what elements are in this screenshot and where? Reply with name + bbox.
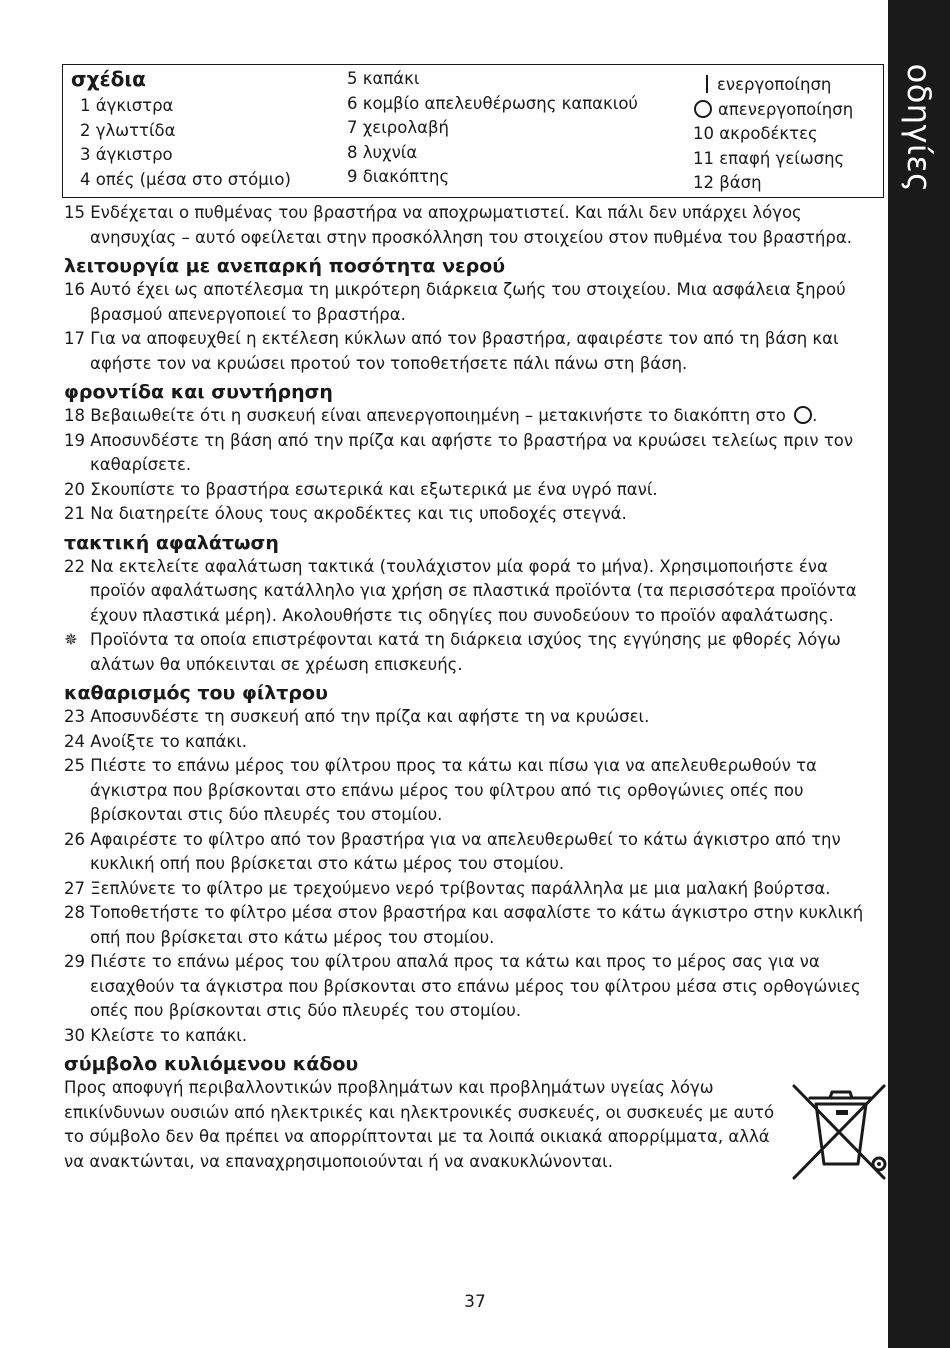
part-item: 11 επαφή γείωσης — [693, 148, 845, 168]
part-item: 12 βάση — [693, 173, 762, 192]
part-item: 2 γλωττίδα — [80, 120, 176, 140]
parts-column-1 — [80, 94, 291, 192]
section-heading-descale: τακτική αφαλάτωση — [64, 531, 279, 554]
section-heading-care: φροντίδα και συντήρηση — [64, 381, 333, 403]
part-item: 1 άγκιστρα — [80, 96, 174, 115]
instruction-item: 23 Αποσυνδέστε τη συσκευή από την πρίζα και αφήστε τη να κρυώσει. — [64, 707, 650, 726]
section-heading-bin: σύμβολο κυλιόμενου κάδου — [64, 1053, 359, 1075]
instruction-item: 19 Αποσυνδέστε τη βάση από την πρίζα και αφήστε το βραστήρα να κρυώσει τελείως πριν τον καθαρίσετε. — [64, 430, 854, 474]
instruction-item: 26 Αφαιρέστε το φίλτρο από τον βραστήρα για να απελευθερωθεί το κάτω άγκιστρο από την κυκλική οπή που βρίσκεται στο κάτω μέρος του στομίου. — [64, 829, 841, 873]
on-label: ενεργοποίηση — [717, 75, 832, 94]
instructions-body — [64, 201, 886, 1174]
part-item: 8 λυχνία — [347, 142, 418, 162]
instruction-item-text: 18 Βεβαιωθείτε ότι η συσκευή είναι απενεργοποιημένη – μετακινήστε το διακόπτη στο — [64, 406, 786, 425]
off-label: απενεργοποίηση — [718, 99, 854, 119]
instruction-item: 16 Αυτό έχει ως αποτέλεσμα τη μικρότερη διάρκεια ζωής του στοιχείου. Μια ασφάλεια ξηρού βρασμού απενεργοποιεί το βραστήρα. — [64, 280, 846, 324]
instruction-item-end: . — [812, 406, 818, 425]
section-heading-low-water: λειτουργία με ανεπαρκή ποσότητα νερού — [64, 255, 506, 277]
part-item: 9 διακόπτης — [347, 167, 450, 186]
instruction-item: 30 Κλείστε το καπάκι. — [64, 1025, 248, 1045]
part-item: 10 ακροδέκτες — [693, 124, 818, 143]
instruction-item: 21 Να διατηρείτε όλους τους ακροδέκτες και τις υποδοχές στεγνά. — [64, 504, 627, 523]
page-number: 37 — [464, 1292, 486, 1312]
warning-text: Προϊόντα τα οποία επιστρέφονται κατά τη διάρκεια ισχύος της εγγύησης με φθορές λόγω αλάτων θα υπόκεινται σε χρέωση επισκευής. — [90, 630, 841, 674]
instruction-item: 25 Πιέστε το επάνω μέρος του φίλτρου προς τα κάτω και πίσω για να απελευθερωθούν τα άγκιστρα που βρίσκονται στο επάνω μέρος του φίλτρου από τις ορθογώνιες οπές που βρίσκονται στις δύο πλευρές του στομίου. — [64, 756, 817, 824]
instruction-item: 28 Τοποθετήστε το φίλτρο μέσα στον βραστήρα και ασφαλίστε το κάτω άγκιστρο στην κυκλική οπή που βρίσκεται στο κάτω μέρος του στομίου. — [64, 903, 864, 947]
instruction-item: 27 Ξεπλύνετε το φίλτρο με τρεχούμενο νερό τρίβοντας παράλληλα με μια μαλακή βούρτσα. — [64, 878, 831, 898]
part-item-on — [693, 73, 853, 98]
instruction-item: 17 Για να αποφευχθεί η εκτέλεση κύκλων από τον βραστήρα, αφαιρέστε τον από τη βάση και αφήστε τον να κρυώσει προτού τον τοποθετήσετε πάλι πάνω στη βάση. — [64, 329, 839, 373]
warning-note — [64, 628, 886, 677]
parts-title: σχέδια — [71, 67, 146, 91]
part-item: 4 οπές (μέσα στο στόμιο) — [80, 169, 291, 189]
part-item: 5 καπάκι — [347, 69, 420, 88]
instruction-item: 20 Σκουπίστε το βραστήρα εσωτερικά και εξωτερικά με ένα υγρό πανί. — [64, 479, 658, 499]
instruction-item — [64, 404, 886, 429]
part-item-off — [693, 98, 853, 123]
part-item: 7 χειρολαβή — [347, 118, 449, 137]
circle-off-icon — [694, 100, 712, 118]
instruction-item: 24 Ανοίξτε το καπάκι. — [64, 731, 247, 751]
parts-column-3 — [693, 73, 853, 196]
part-item: 6 κομβίο απελευθέρωσης καπακιού — [347, 93, 638, 113]
parts-column-2 — [347, 67, 638, 190]
section-heading-filter: καθαρισμός του φίλτρου — [64, 682, 328, 704]
crossed-out-wheelie-bin-icon — [790, 1082, 888, 1182]
bar-on-icon — [706, 75, 708, 93]
circle-off-icon — [794, 406, 812, 424]
side-tab — [888, 0, 950, 1348]
parts-legend-box — [62, 64, 884, 198]
bin-paragraph: Προς αποφυγή περιβαλλοντικών προβλημάτων και προβλημάτων υγείας λόγω επικίνδυνων ουσιών από ηλεκτρικές και ηλεκτρονικές συσκευές, οι συσκευές με αυτό το σύμβολο δεν θα πρέπει να απορρίπτονται με τα λοιπά οικιακά απορρίμματα, αλλά να ανακτώνται, να επαναχρησιμοποιούνται ή να ανακυκλώνονται. — [64, 1078, 775, 1171]
instruction-item: 22 Να εκτελείτε αφαλάτωση τακτικά (τουλάχιστον μία φορά το μήνα). Χρησιμοποιήστε ένα προϊόν αφαλάτωσης κατάλληλο για χρήση σε πλαστικά προϊόντα (τα περισσότερα προϊόντα έχουν πλαστικά μέρη). Ακολουθήστε τις οδηγίες που συνοδεύουν το προϊόν αφαλάτωσης. — [64, 556, 857, 625]
instruction-item: 29 Πιέστε το επάνω μέρος του φίλτρου απαλά προς τα κάτω και προς το μέρος σας για να εισαχθούν τα άγκιστρα που βρίσκονται στο επάνω μέρος του φίλτρου μέσα στις ορθογώνιες οπές που βρίσκονται στις δύο πλευρές του στομίου. — [64, 952, 861, 1020]
warning-sun-icon: ✵ — [64, 630, 78, 649]
instruction-item: 15 Ενδέχεται ο πυθμένας του βραστήρα να αποχρωματιστεί. Και πάλι δεν υπάρχει λόγος ανησυχίας – αυτό οφείλεται στην προσκόλληση του στοιχείου στον πυθμένα του βραστήρα. — [64, 203, 852, 247]
side-tab-label: οδηγίες — [900, 63, 938, 193]
part-item: 3 άγκιστρο — [80, 145, 173, 164]
